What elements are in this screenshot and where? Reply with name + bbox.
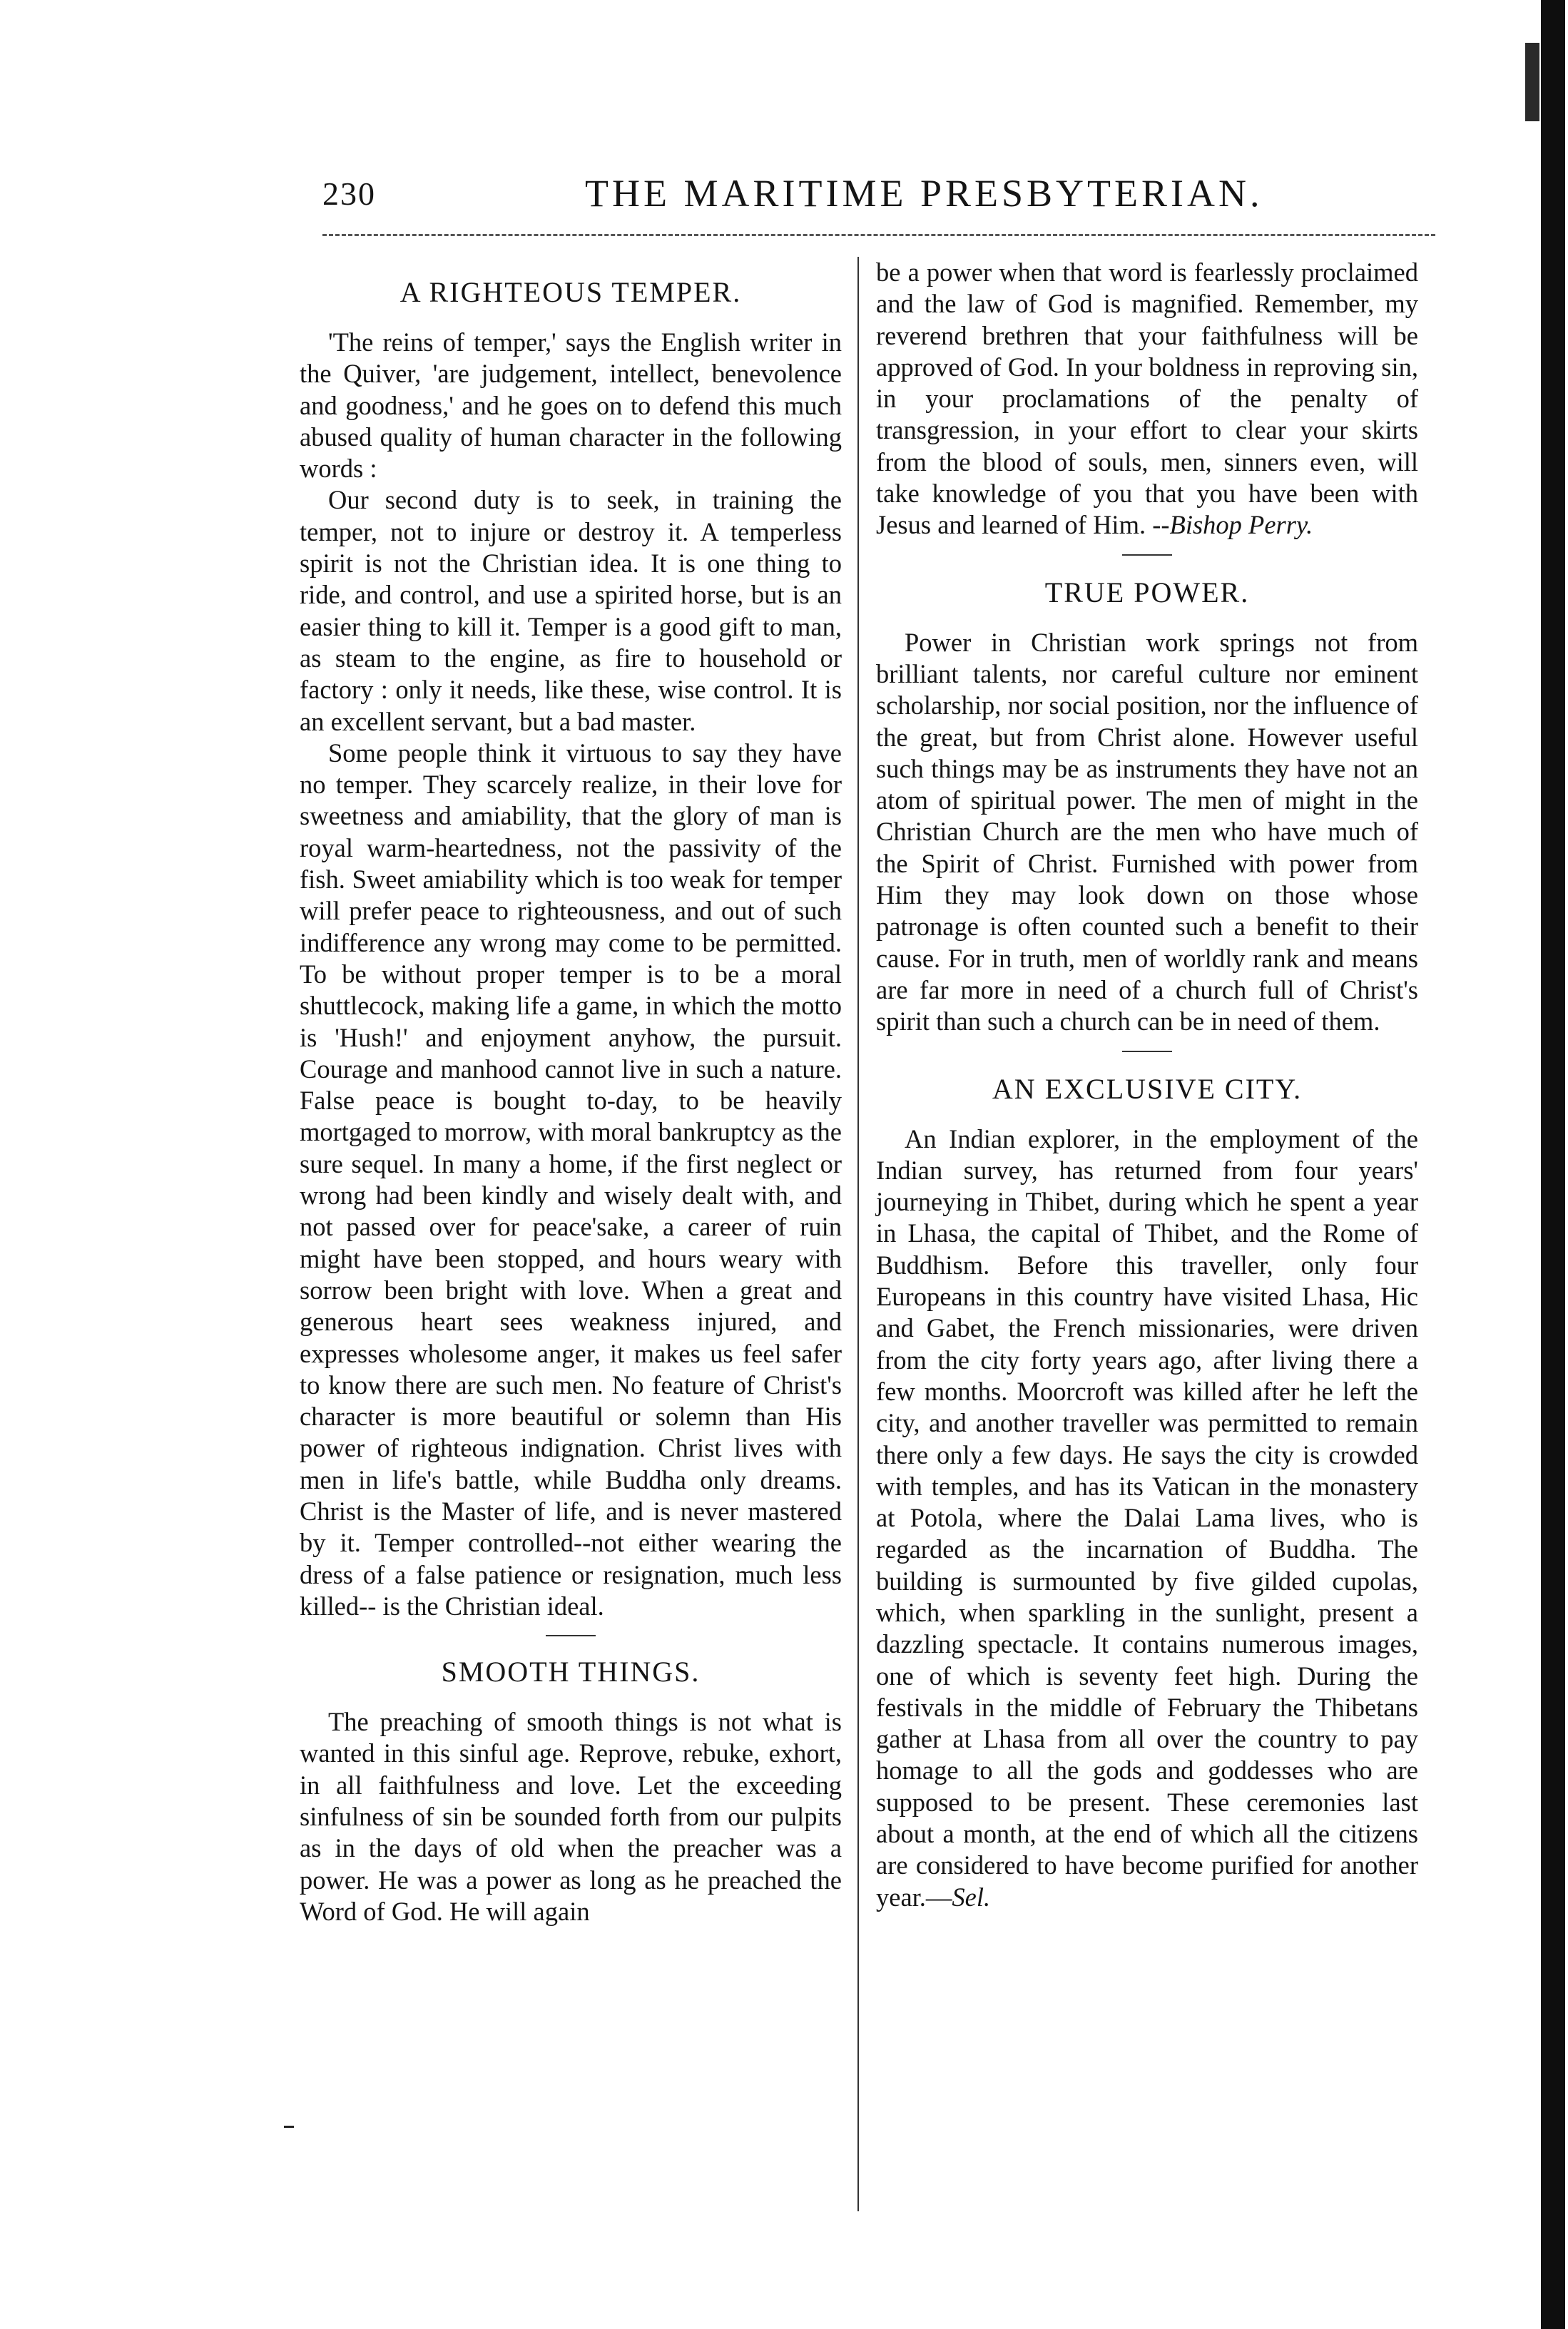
paragraph-text: be a power when that word is fearlessly proclaimed and the law of God is magnified. Remember, my reverend brethren that your faithfulness will be approved of God. In your boldness in reproving sin, in your proclamations of the penalty of transgression, in your effort to clear your skirts from the blood of souls, men, sinners even, will take knowledge of you that you have been with Jesus and learned of Him. -- [876,258,1418,540]
article-paragraph [876,1123,1418,1913]
page-edge-shadow [1541,0,1565,2329]
article-true-power [876,576,1418,1038]
section-divider [546,1635,596,1636]
attribution: Bishop Perry. [1169,510,1313,540]
right-column [876,257,1418,1913]
running-title: THE MARITIME PRESBYTERIAN. [585,172,1263,215]
page-edge-mark [1525,43,1539,121]
article-paragraph: The preaching of smooth things is not what is wanted in this sinful age. Reprove, rebuke, exhort, in all faithfulness and love. Let the exceeding sinfulness of sin be sounded forth from our pulpits as in the days of old when the preacher was a power. He was a power as long as he preached the Word of God. He will again [300,1707,842,1926]
page-number: 230 [322,175,376,212]
article-paragraph: Some people think it virtuous to say they have no temper. They scarcely realize, in their love for sweetness and amiability, that the glory of man is royal warm-heartedness, not the passivity of the fish. Sweet amiability which is too weak for temper will prefer peace to righteousness, and out of such indifference any wrong may come to be permitted. To be without proper temper is to be a moral shuttlecock, making life a game, in which the motto is 'Hush!' and enjoyment anyhow, the pursuit. Courage and manhood cannot live in such a nature. False peace is bought to-day, to be heavily mortgaged to morrow, with moral bankruptcy as the sure sequel. In many a home, if the first neglect or wrong had been kindly and wisely dealt with, and not passed over for peace'sake, a career of ruin might have been stopped, and hours weary with sorrow been bright with love. When a great and generous heart sees weakness injured, and expresses wholesome anger, it makes us feel safer to know there are such men. No feature of Christ's character is more beautiful or solemn than His power of righteous indignation. Christ lives with men in life's battle, while Buddha only dreams. Christ is the Master of life, and is never mastered by it. Temper controlled--not either wearing the dress of a false patience or resignation, much less killed-- is the Christian ideal. [300,738,842,1621]
article-paragraph: Power in Christian work springs not from brilliant talents, nor careful culture nor eminent scholarship, nor social position, nor the influence of the great, but from Christ alone. However useful such things may be as instruments they have not an atom of spiritual power. The men of might in the Christian Church are the men who have much of the Spirit of Christ. Furnished with power from Him they may look down on those whose patronage is often counted such a benefit to their cause. For in truth, men of worldly rank and means are far more in need of a church full of Christ's spirit than such a church can be in need of them. [876,627,1418,1036]
article-title: TRUE POWER. [1044,576,1250,608]
article-a-righteous-temper [300,275,842,1622]
article-title: A RIGHTEOUS TEMPER. [399,276,742,308]
article-title: SMOOTH THINGS. [441,1656,701,1688]
attribution: Sel. [952,1882,991,1912]
section-divider [1122,554,1172,556]
article-smooth-things [300,1655,842,1927]
article-smooth-things-continued [876,257,1418,541]
column-divider [857,257,859,2211]
article-paragraph: 'The reins of temper,' says the English writer in the Quiver, 'are judgement, intellect, benevolence and goodness,' and he goes on to defend this much abused quality of human character in the following words : [300,327,842,484]
left-column [300,257,842,1927]
header-rule [322,234,1435,236]
paragraph-text: An Indian explorer, in the employment of the Indian survey, has returned from four years' journeying in Thibet, during which he spent a year in Lhasa, the capital of Thibet, and the Rome of Buddhism. Before this traveller, only four Europeans in this country have visited Lhasa, Hic and Gabet, the French missionaries, were driven from the city forty years ago, after living there a few months. Moorcroft was killed after he left the city, and another traveller was permitted to remain there only a few days. He says the city is crowded with temples, and has its Vatican in the monastery at Potola, where the Dalai Lama lives, who is regarded as the incarnation of Buddha. The building is surmounted by five gilded cupolas, which, when sparkling in the sunlight, present a dazzling spectacle. It contains numerous images, one of which is seventy feet high. During the festivals in the middle of February the Thibetans gather at Lhasa from all over the country to pay homage to all the gods and goddesses who are supposed to be present. These ceremonies last about a month, at the end of which all the citizens are considered to have become purified for another year.— [876,1123,1418,1912]
article-title: AN EXCLUSIVE CITY. [992,1072,1303,1105]
article-paragraph: Our second duty is to seek, in training the temper, not to injure or destroy it. A temperless spirit is not the Christian idea. It is one thing to ride, and control, and use a spirited horse, but is an easier thing to kill it. Temper is a good gift to man, as steam to the engine, as fire to household or factory : only it needs, like these, wise control. It is an excellent servant, but a bad master. [300,485,842,736]
section-divider [1122,1051,1172,1052]
margin-mark [284,2126,294,2128]
article-paragraph [876,257,1418,541]
article-an-exclusive-city [876,1072,1418,1913]
